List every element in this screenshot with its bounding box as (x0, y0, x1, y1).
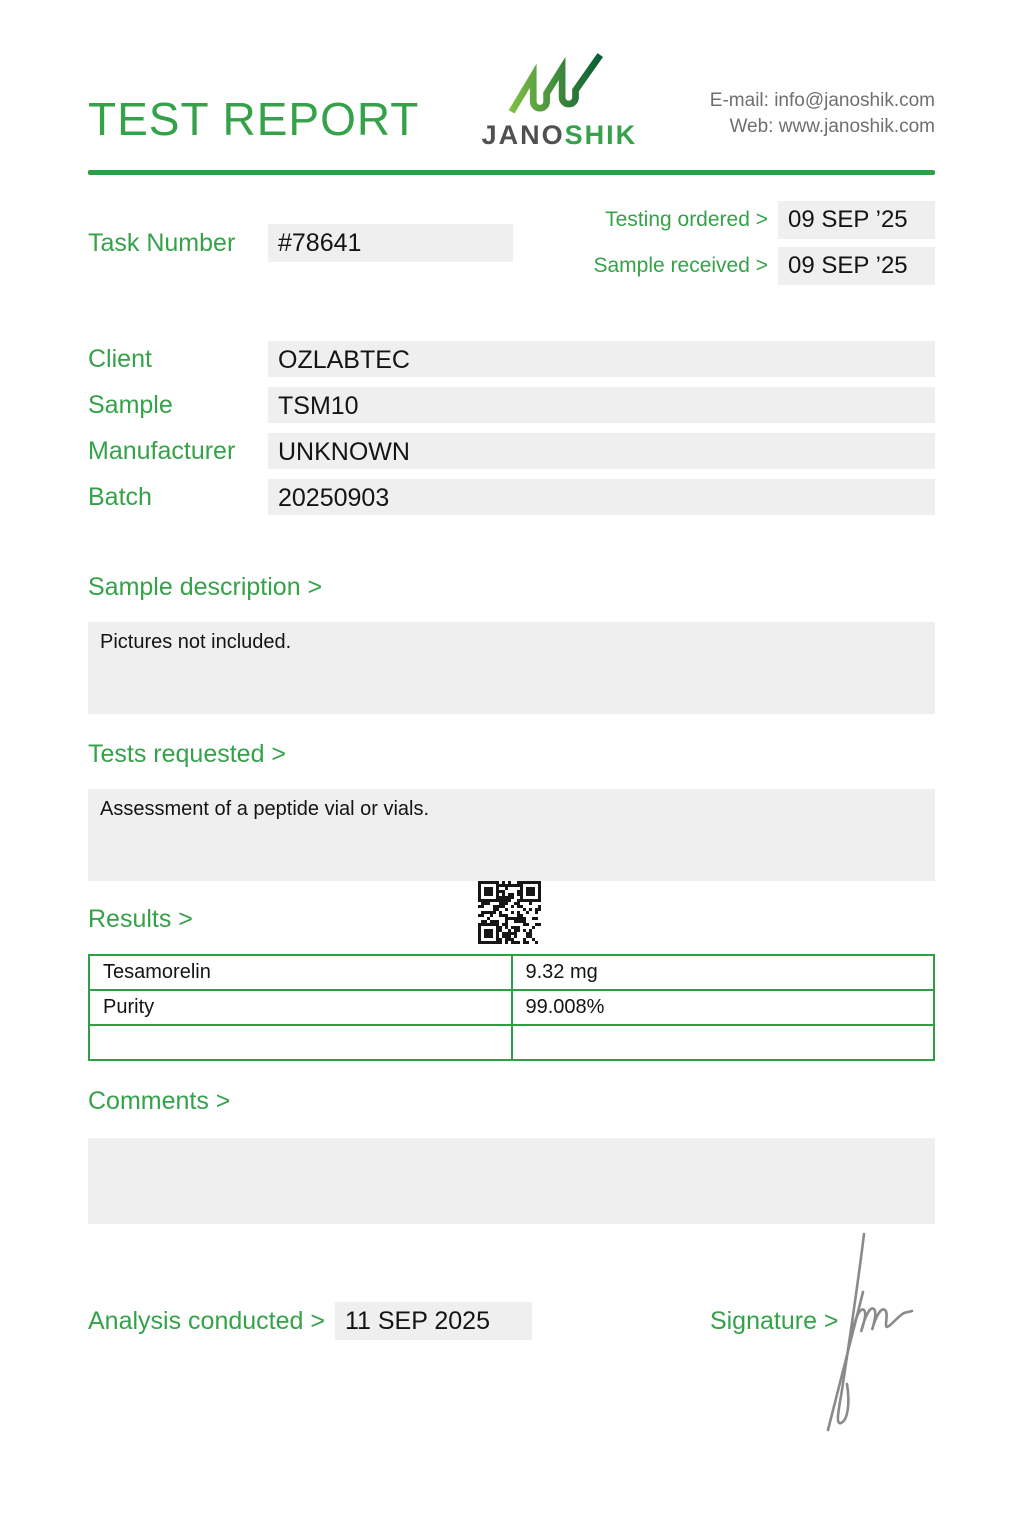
task-number-label: Task Number (88, 228, 236, 257)
chart-trend-icon (507, 52, 611, 118)
signature-label: Signature > (709, 1306, 839, 1335)
comments-box (88, 1138, 935, 1224)
tests-requested-heading: Tests requested > (88, 740, 287, 768)
contact-web: Web: www.janoshik.com (729, 115, 935, 137)
page-title: TEST REPORT (88, 93, 420, 145)
result-value (512, 1025, 935, 1060)
analysis-conducted-label: Analysis conducted > (88, 1306, 325, 1335)
testing-ordered-row (593, 201, 935, 239)
info-row-client (88, 341, 935, 377)
result-name: Purity (89, 990, 512, 1025)
result-name (89, 1025, 512, 1060)
sample-description-box: Pictures not included. (88, 622, 935, 714)
janoshik-logo (479, 52, 639, 151)
sample-received-row (593, 247, 935, 285)
task-number-group (88, 201, 513, 285)
sample-description-heading: Sample description > (88, 573, 323, 601)
sample-value: TSM10 (268, 387, 935, 423)
info-row-sample (88, 387, 935, 423)
table-row (89, 1025, 934, 1060)
info-row-manufacturer (88, 433, 935, 469)
contact-email: E-mail: info@janoshik.com (709, 90, 935, 111)
result-name: Tesamorelin (89, 955, 512, 990)
brand-shik: SHIK (564, 120, 638, 150)
client-label: Client (88, 344, 152, 373)
testing-ordered-label: Testing ordered > (605, 208, 768, 231)
brand-wordmark (479, 120, 639, 151)
results-table (88, 954, 935, 1061)
manufacturer-value: UNKNOWN (268, 433, 935, 469)
manufacturer-label: Manufacturer (88, 436, 236, 465)
client-value: OZLABTEC (268, 341, 935, 377)
info-row-batch (88, 479, 935, 515)
task-meta-row (88, 201, 935, 285)
analysis-date-value: 11 SEP 2025 (335, 1302, 532, 1340)
task-number-value: #78641 (268, 224, 513, 262)
qr-code (478, 881, 541, 944)
table-row (89, 955, 934, 990)
result-value: 99.008% (512, 990, 935, 1025)
result-value: 9.32 mg (512, 955, 935, 990)
contact-info (710, 88, 935, 139)
dates-group (593, 201, 935, 285)
brand-jano: JANO (481, 120, 565, 150)
batch-label: Batch (88, 482, 152, 511)
testing-ordered-value: 09 SEP ’25 (778, 201, 935, 239)
header (88, 48, 935, 148)
header-divider (88, 170, 935, 175)
signature-image (792, 1222, 932, 1447)
sample-received-value: 09 SEP ’25 (778, 247, 935, 285)
sample-received-label: Sample received > (593, 254, 768, 277)
sample-info-block (88, 341, 935, 515)
sample-label: Sample (88, 390, 173, 419)
batch-value: 20250903 (268, 479, 935, 515)
results-section (88, 905, 935, 1061)
results-heading: Results > (88, 905, 193, 933)
tests-requested-box: Assessment of a peptide vial or vials. (88, 789, 935, 881)
table-row (89, 990, 934, 1025)
comments-heading: Comments > (88, 1087, 231, 1115)
